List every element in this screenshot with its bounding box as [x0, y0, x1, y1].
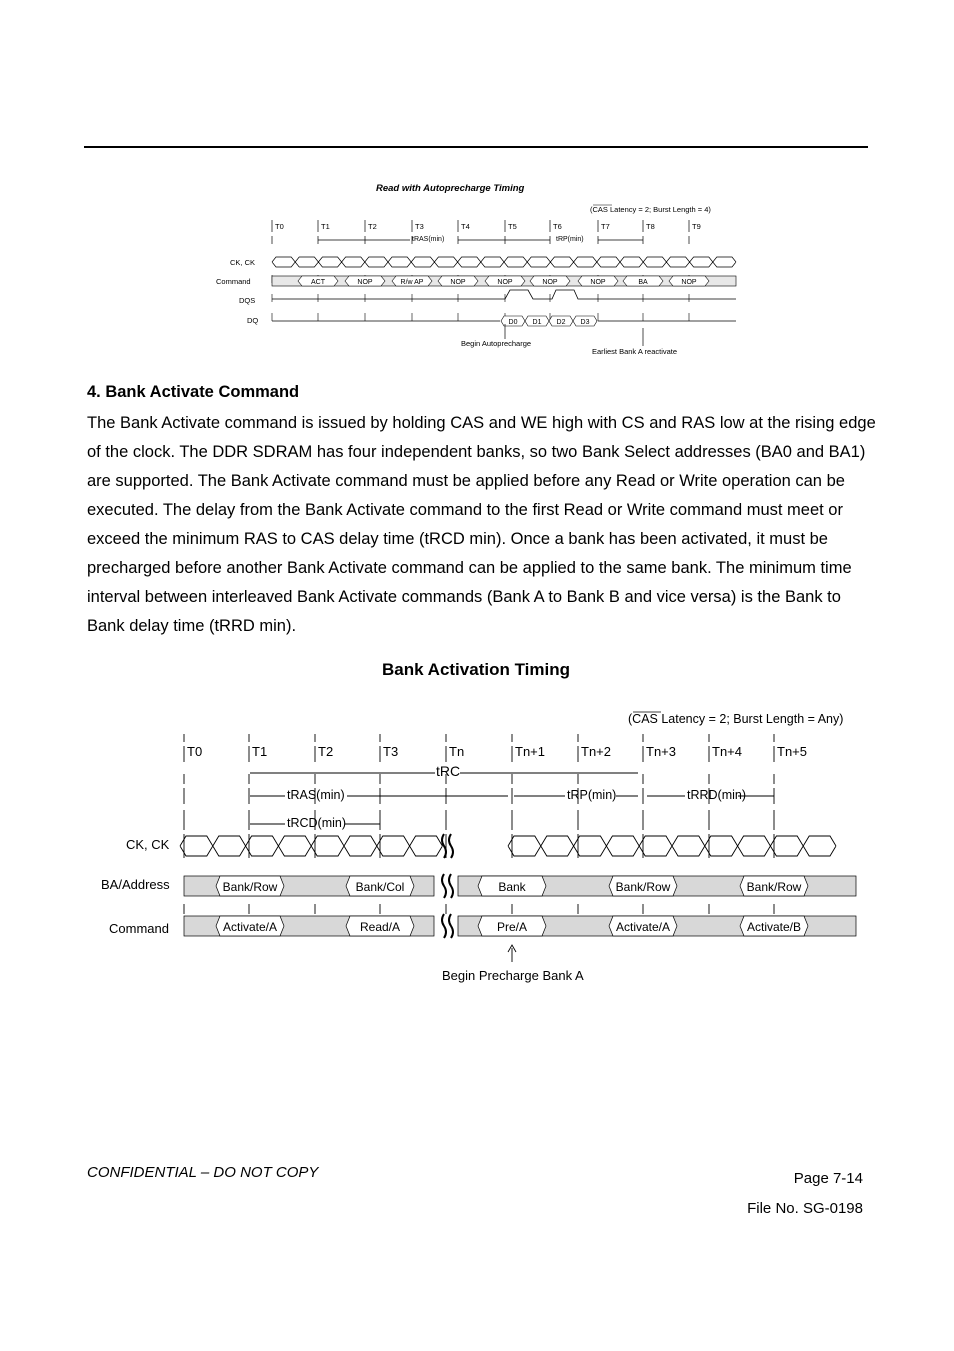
d2-command-label: Activate/A — [615, 920, 671, 934]
d2-trcd: tRCD(min) — [287, 816, 347, 830]
page-number: Page 7-14 — [793, 1170, 863, 1187]
section-body: The Bank Activate command is issued by holding CAS and WE high with CS and RAS low at the rising edge of the clock. The DDR SDRAM has four independent banks, so two Bank Select addresses (BA0 and BA1) are supported. The Bank Activate command must be applied before any Read or Write operation can be executed. The delay from the Bank Activate command to the first Read or Write command must meet or exceed the minimum RAS to CAS delay time (tRCD min). Once a bank has been activated, it must be precharged before another Bank Activate command can be applied to the same bank. The minimum time interval between interleaved Bank Activate commands (Bank A to Bank B and vice versa) is the Bank to Bank delay time (tRRD min). — [87, 414, 876, 635]
d1-command-label: ACT — [311, 279, 325, 286]
d2-clock-label: T0 — [187, 744, 203, 759]
d1-command-label: NOP — [542, 279, 558, 286]
d1-clock-label: T0 — [275, 222, 284, 231]
d1-command-label: R/w AP — [400, 279, 424, 286]
d1-clock-label: T4 — [461, 222, 470, 231]
d2-address-label: Bank/Row — [746, 880, 802, 894]
d2-clock-label: Tn+5 — [777, 744, 807, 759]
d1-command-label: NOP — [497, 279, 513, 286]
d2-begin-precharge: Begin Precharge Bank A — [442, 968, 584, 983]
d1-clock-label: T5 — [508, 222, 517, 231]
diagram2-note: (CAS Latency = 2; Burst Length = Any) — [628, 712, 844, 726]
d2-tras: tRAS(min) — [287, 788, 345, 802]
d2-sig-command: Command — [109, 921, 169, 936]
d1-clock-label: T2 — [368, 222, 377, 231]
page-info — [747, 1164, 863, 1224]
d2-command-label: Read/A — [359, 920, 401, 934]
d1-clock-label: T8 — [646, 222, 655, 231]
d1-trp: tRP(min) — [556, 236, 584, 243]
d2-command-label: Pre/A — [496, 920, 528, 934]
d2-command-label: Activate/B — [746, 920, 802, 934]
d1-data-label: D1 — [532, 319, 542, 326]
d2-clock-label: Tn+3 — [646, 744, 676, 759]
d1-clock-label: T1 — [321, 222, 330, 231]
d2-clock-label: T1 — [252, 744, 268, 759]
d1-earliest-reactivate: Earliest Bank A reactivate — [592, 347, 678, 356]
diagram2-title: Bank Activation Timing — [382, 660, 570, 679]
d2-trc: tRC — [436, 763, 461, 779]
file-number: File No. SG-0198 — [747, 1200, 863, 1217]
d2-address-label: Bank/Col — [355, 880, 405, 894]
confidential-notice: CONFIDENTIAL – DO NOT COPY — [87, 1164, 319, 1181]
d1-data-label: D3 — [580, 319, 590, 326]
d1-command-label: NOP — [357, 279, 373, 286]
d1-sig-ck: CK, CK — [230, 258, 256, 267]
d2-address-label: Bank/Row — [222, 880, 278, 894]
d1-clock-label: T9 — [692, 222, 701, 231]
d1-command-label: NOP — [681, 279, 697, 286]
d1-begin-autoprecharge: Begin Autoprecharge — [461, 339, 532, 348]
d2-command-label: Activate/A — [222, 920, 278, 934]
d2-clock-wave — [180, 836, 836, 856]
time-break-mark — [442, 834, 453, 858]
d2-clock-label: Tn+1 — [515, 744, 545, 759]
d1-command-label: NOP — [590, 279, 606, 286]
d1-sig-dqs: DQS — [239, 296, 256, 305]
d2-clock-label: Tn+2 — [581, 744, 611, 759]
d1-clock-label: T7 — [601, 222, 610, 231]
d1-clock-wave — [272, 257, 736, 267]
d1-clock-label: T3 — [415, 222, 424, 231]
time-break-mark — [442, 874, 453, 898]
d1-tras: tRAS(min) — [412, 236, 445, 243]
d2-address-label: Bank — [498, 880, 526, 894]
bank-activation-timing-diagram — [90, 652, 870, 992]
section-heading: 4. Bank Activate Command — [87, 383, 300, 401]
d1-data-label: D2 — [556, 319, 566, 326]
d2-clock-label: Tn — [449, 744, 465, 759]
d2-trp: tRP(min) — [567, 788, 617, 802]
d1-sig-dq: DQ — [247, 316, 259, 325]
d1-command-label: NOP — [450, 279, 466, 286]
d1-command-label: BA — [638, 279, 648, 286]
d1-sig-command: Command — [216, 277, 251, 286]
d2-clock-label: T2 — [318, 744, 334, 759]
d2-clock-label: Tn+4 — [712, 744, 742, 759]
header-rule — [84, 146, 868, 148]
d2-address-label: Bank/Row — [615, 880, 671, 894]
d1-data-label: D0 — [508, 319, 518, 326]
d2-sig-address: BA/Address — [101, 877, 170, 892]
diagram1-title: Read with Autoprecharge Timing — [376, 183, 525, 194]
d2-clock-label: T3 — [383, 744, 399, 759]
diagram1-note: (CAS Latency = 2; Burst Length = 4) — [590, 205, 711, 214]
d1-clock-label: T6 — [553, 222, 562, 231]
d2-sig-ck: CK, CK — [126, 837, 170, 852]
d2-trrd: tRRD(min) — [687, 788, 747, 802]
time-break-mark — [442, 914, 453, 938]
read-autoprecharge-timing-diagram — [200, 176, 760, 362]
